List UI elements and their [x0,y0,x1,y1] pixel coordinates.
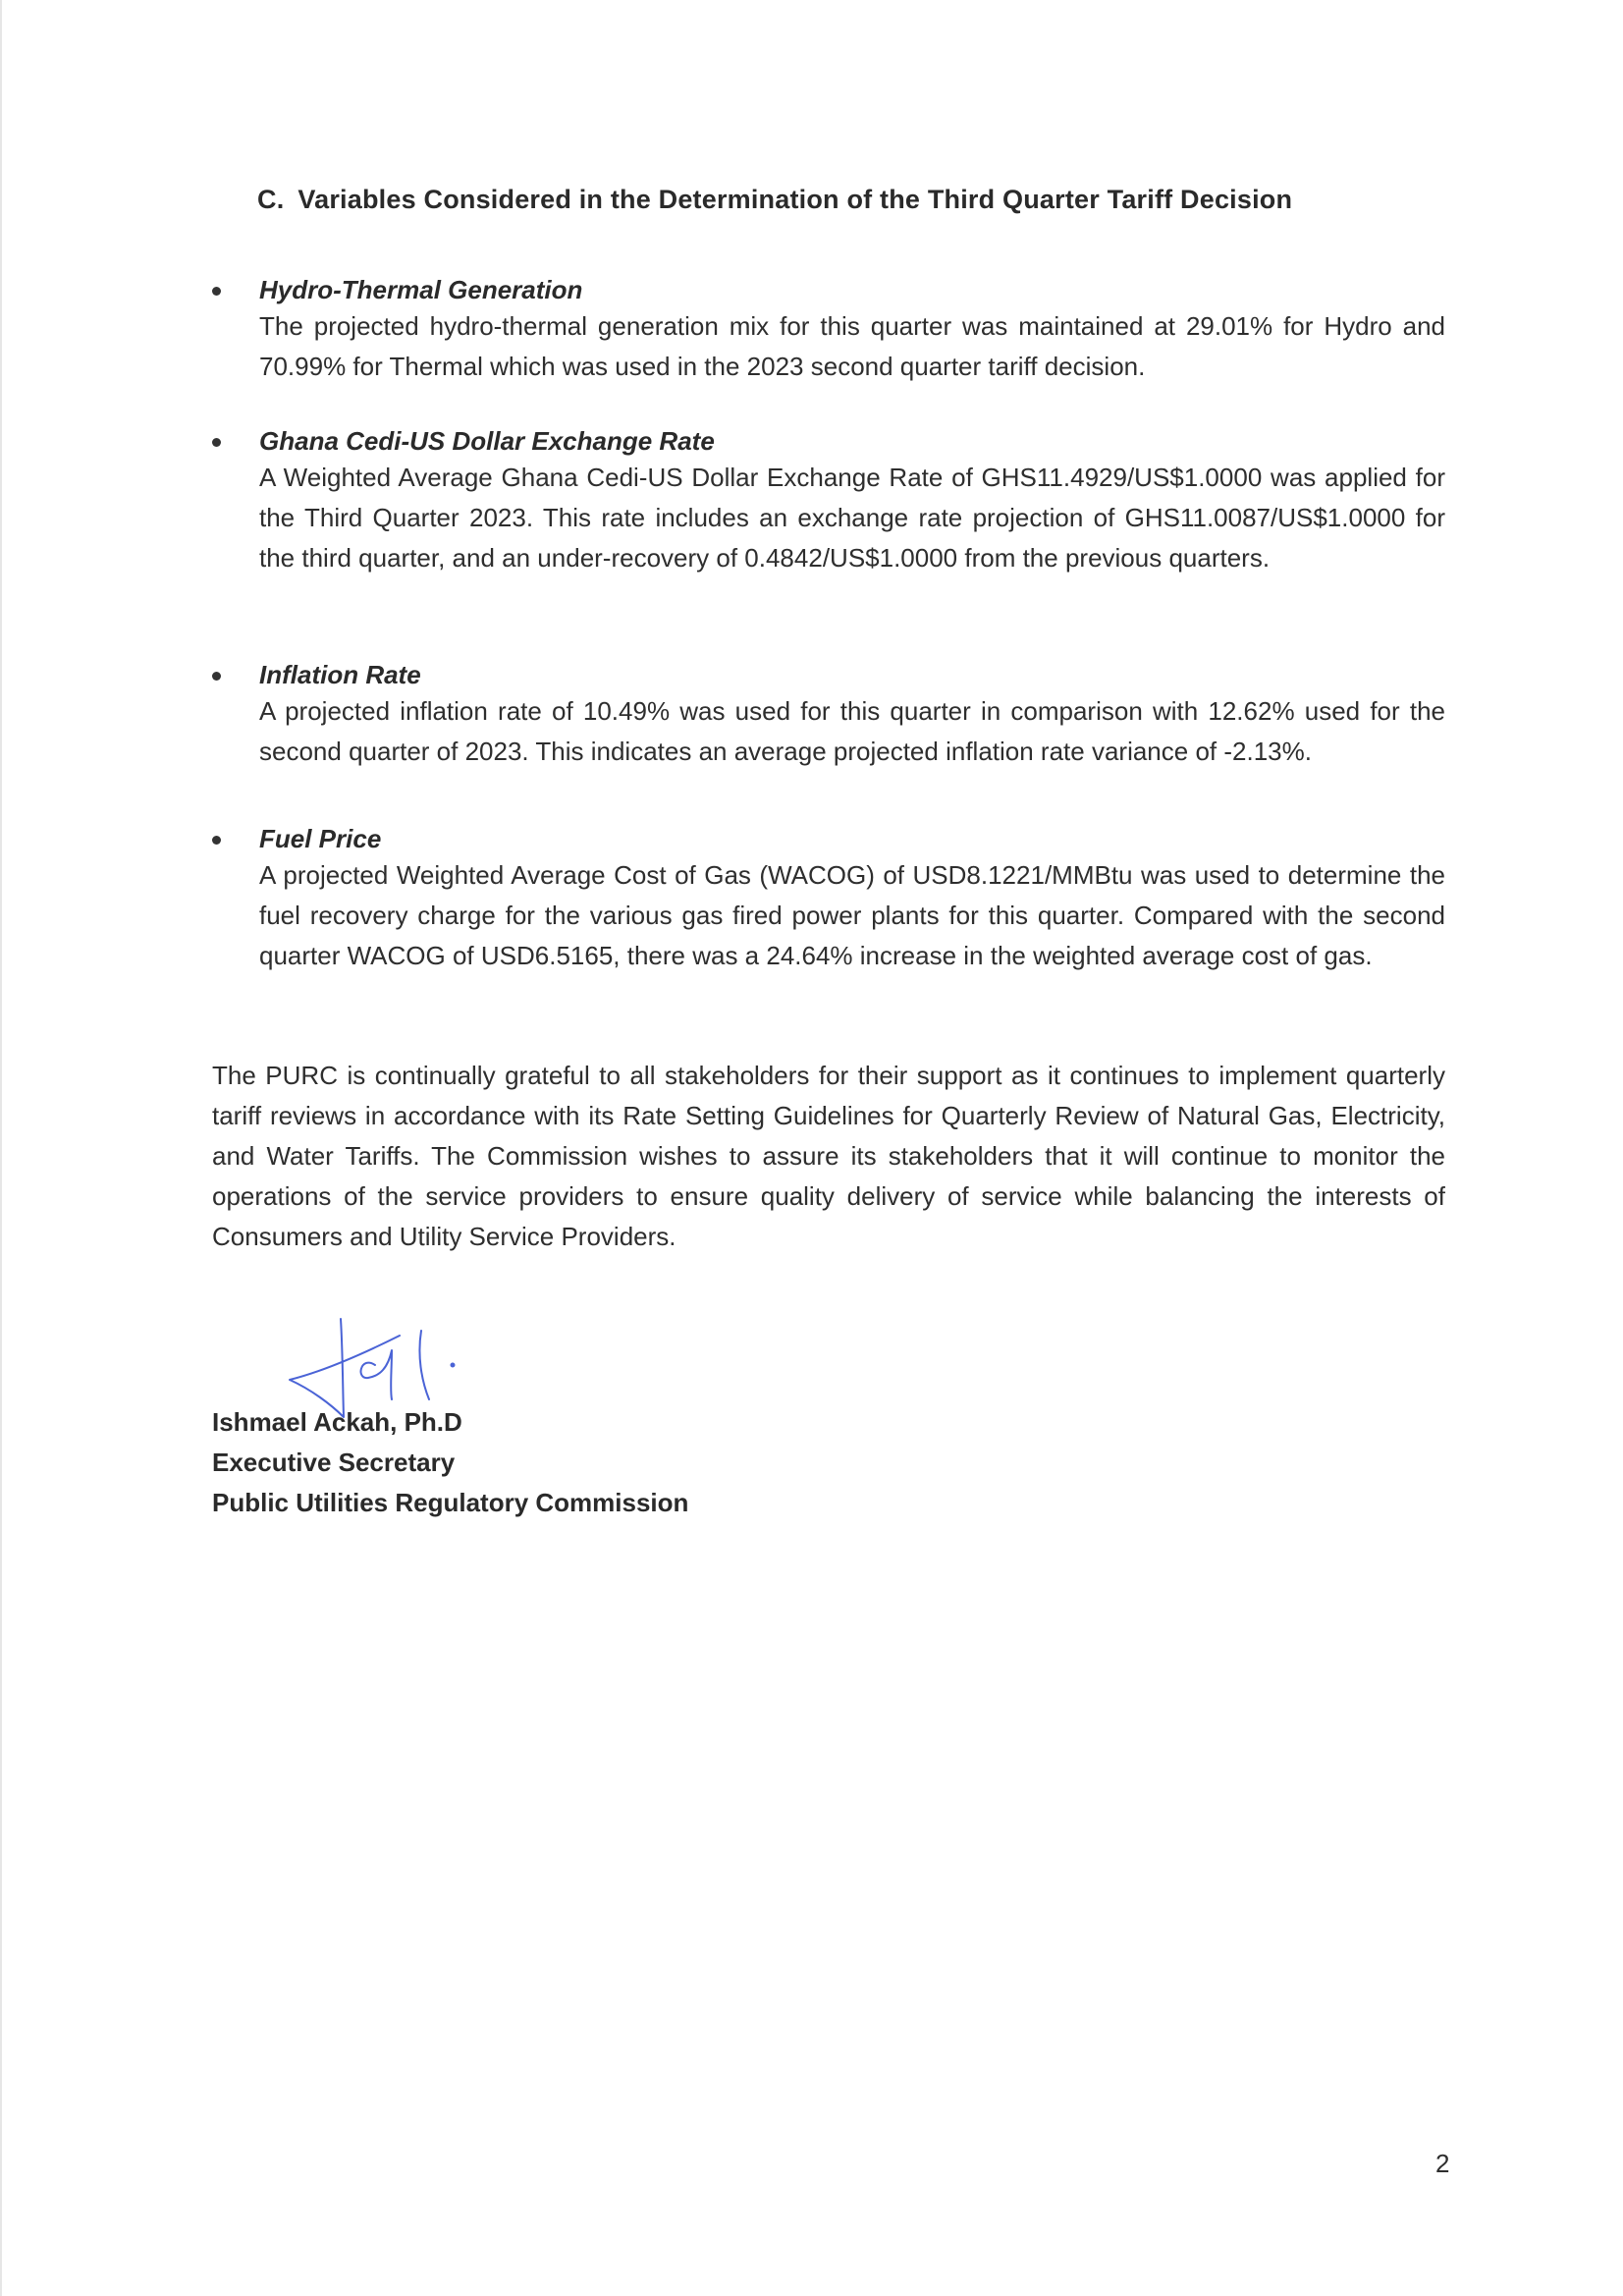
bullet-title: Ghana Cedi-US Dollar Exchange Rate [259,426,715,456]
bullet-body: A projected Weighted Average Cost of Gas (WACOG) of USD8.1221/MMBtu was used to determine the fuel recovery charge for the various gas fired power plants for this quarter. Compared with the second quarter WACOG of USD6.5165, there was a 24.64% increase in the weighted average cost of gas. [259,860,1445,970]
signatory-position: Executive Secretary [212,1448,456,1477]
closing-paragraph: The PURC is continually grateful to all stakeholders for their support as it continues to implement quarterly tariff reviews in accordance with its Rate Setting Guidelines for Quarterly Review of Natural Gas, Electricity, and Water Tariffs. The Commission wishes to assure its stakeholders that it will continue to monitor the operations of the service providers to ensure quality delivery of service while balancing the interests of Consumers and Utility Service Providers. [212,1061,1445,1251]
bullet-dot-icon [212,438,221,447]
bullet-body: A Weighted Average Ghana Cedi-US Dollar Exchange Rate of GHS11.4929/US$1.0000 was applied for the Third Quarter 2023. This rate includes an exchange rate projection of GHS11.0087/US$1.0000 for the third quarter, and an under-recovery of 0.4842/US$1.0000 from the previous quarters. [259,463,1445,573]
signatory-name: Ishmael Ackah, Ph.D [212,1407,462,1437]
section-title: Variables Considered in the Determination of the Third Quarter Tariff Decision [298,185,1293,214]
page-number: 2 [1435,2149,1450,2178]
bullet-title: Fuel Price [259,824,382,853]
section-letter: C. [257,185,285,214]
section-heading [257,185,1292,215]
bullet-fuel-price [212,822,1445,976]
signatory-block [212,1402,688,1523]
bullet-dot-icon [212,836,221,845]
bullet-body: A projected inflation rate of 10.49% was used for this quarter in comparison with 12.62% used for the second quarter of 2023. This indicates an average projected inflation rate variance of -2.13%. [259,696,1445,766]
bullet-dot-icon [212,287,221,296]
signatory-organization: Public Utilities Regulatory Commission [212,1488,689,1517]
bullet-inflation-rate [212,658,1445,772]
bullet-hydro-thermal-generation [212,273,1445,387]
bullet-dot-icon [212,672,221,681]
bullet-body: The projected hydro-thermal generation mix for this quarter was maintained at 29.01% for Hydro and 70.99% for Thermal which was used in the 2023 second quarter tariff decision. [259,311,1445,381]
bullet-title: Inflation Rate [259,660,421,689]
bullet-exchange-rate [212,424,1445,578]
bullet-title: Hydro-Thermal Generation [259,275,583,304]
